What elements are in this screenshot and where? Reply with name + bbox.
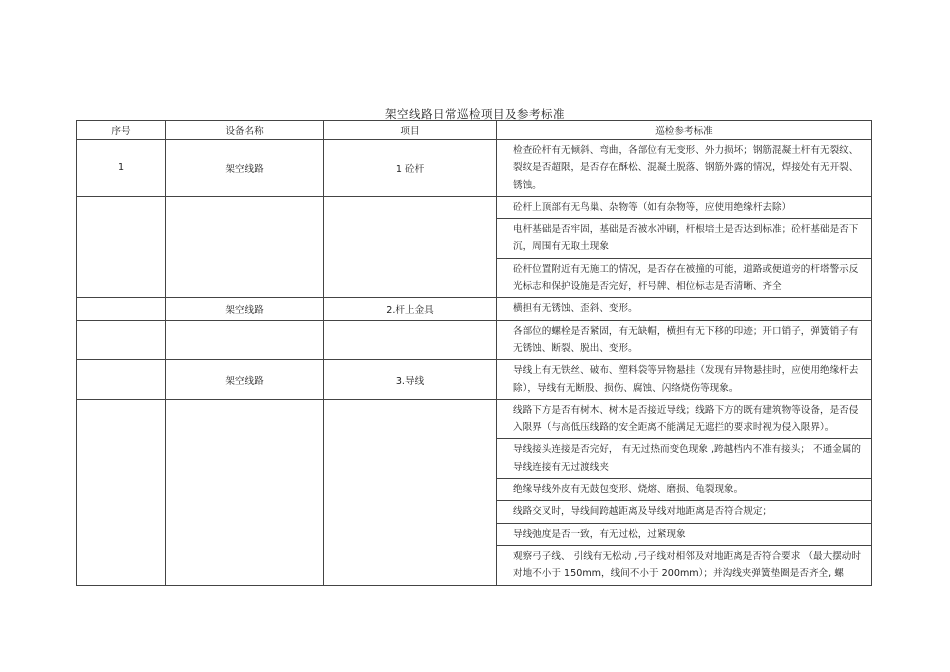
device-name-cell: 架空线路 <box>166 298 324 320</box>
standard-cell: 线路交叉时，导线间跨越距离及导线对地距离是否符合规定； <box>497 501 872 523</box>
device-name-cell <box>166 196 324 297</box>
standard-cell: 检查砼杆有无倾斜、弯曲，各部位有无变形、外力损坏；钢筋混凝土杆有无裂纹、裂纹是否超限，是否存在酥松、混凝土脱落、钢筋外露的情况，焊接处有无开裂、锈蚀。 <box>497 140 872 197</box>
table-row <box>77 140 872 197</box>
device-name-cell <box>166 320 324 360</box>
serial-no-cell <box>77 320 166 360</box>
item-cell <box>324 399 497 585</box>
item-cell: 1 砼杆 <box>324 140 497 197</box>
table-row <box>77 196 872 218</box>
standard-cell: 砼杆上顶部有无鸟巢、杂物等（如有杂物等，应使用绝缘杆去除） <box>497 196 872 218</box>
standard-cell: 观察弓子线、 引线有无松动 ,弓子线对相邻及对地距离是否符合要求 （最大摆动时对地不小于 150mm，线间不小于 200mm）；并沟线夹弹簧垫圈是否齐全, 螺 <box>497 545 872 585</box>
header-item: 项目 <box>324 121 497 140</box>
inspection-standard-table <box>76 120 872 586</box>
item-cell: 2.杆上金具 <box>324 298 497 320</box>
standard-cell: 各部位的螺栓是否紧固，有无缺帽，横担有无下移的印迹；开口销子，弹簧销子有无锈蚀、断裂、脱出、变形。 <box>497 320 872 360</box>
item-cell <box>324 320 497 360</box>
item-cell: 3.导线 <box>324 360 497 400</box>
standard-cell: 砼杆位置附近有无施工的情况，是否存在被撞的可能，道路或便道旁的杆塔警示反光标志和保护设施是否完好，杆号牌、相位标志是否清晰、齐全 <box>497 258 872 298</box>
header-serial-no: 序号 <box>77 121 166 140</box>
standard-cell: 线路下方是否有树木、树木是否接近导线；线路下方的既有建筑物等设备，是否侵入限界（与高低压线路的安全距离不能满足无遮拦的要求时视为侵入限界）。 <box>497 399 872 439</box>
serial-no-cell <box>77 360 166 400</box>
table-row <box>77 399 872 439</box>
serial-no-cell <box>77 196 166 297</box>
standard-cell: 电杆基础是否牢固，基础是否被水冲刷，杆根培土是否达到标准；砼杆基础是否下沉，周围有无取土现象 <box>497 219 872 259</box>
device-name-cell: 架空线路 <box>166 140 324 197</box>
header-device-name: 设备名称 <box>166 121 324 140</box>
table-row <box>77 320 872 360</box>
standard-cell: 导线上有无铁丝、破布、塑料袋等异物悬挂（发现有异物悬挂时，应使用绝缘杆去除），导线有无断股、损伤、腐蚀、闪络烧伤等现象。 <box>497 360 872 400</box>
standard-cell: 导线弛度是否一致，有无过松，过紧现象 <box>497 523 872 545</box>
serial-no-cell <box>77 399 166 585</box>
document-title: 架空线路日常巡检项目及参考标准 <box>385 107 565 121</box>
standard-cell: 绝缘导线外皮有无鼓包变形、烧熔、磨损、龟裂现象。 <box>497 479 872 501</box>
device-name-cell: 架空线路 <box>166 360 324 400</box>
table-row <box>77 298 872 320</box>
serial-no-cell <box>77 298 166 320</box>
device-name-cell <box>166 399 324 585</box>
item-cell <box>324 196 497 297</box>
table-header-row <box>77 121 872 140</box>
table-row <box>77 360 872 400</box>
header-standard: 巡检参考标准 <box>497 121 872 140</box>
standard-cell: 导线接头连接是否完好， 有无过热而变色现象 ,跨越档内不准有接头； 不通金属的导线连接有无过渡线夹 <box>497 439 872 479</box>
standard-cell: 横担有无锈蚀、歪斜、变形。 <box>497 298 872 320</box>
serial-no-cell: 1 <box>77 140 166 197</box>
